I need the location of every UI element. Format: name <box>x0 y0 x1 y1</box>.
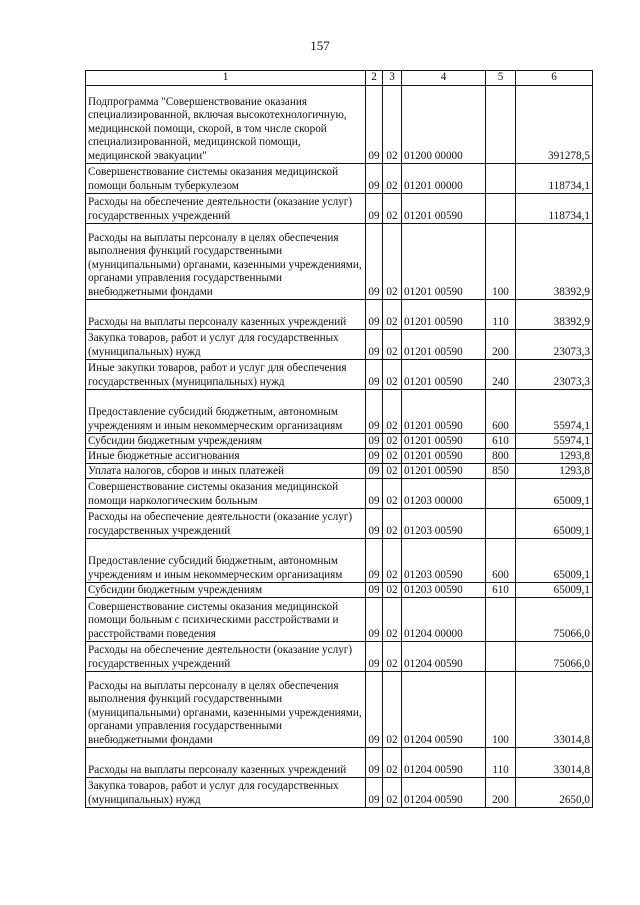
row-name: Иные закупки товаров, работ и услуг для обеспечения государственных (муниципальных) нужд <box>86 360 366 390</box>
expense-type-code: 610 <box>486 583 516 598</box>
row-name: Расходы на выплаты персоналу в целях обеспечения выполнения функций государственными (муниципальными) органами, казенными учреждениями, органами управления государственными внебюджетными фондами <box>86 672 366 748</box>
target-article-code: 01203 00590 <box>402 583 486 598</box>
expense-type-code: 200 <box>486 778 516 808</box>
row-name: Расходы на выплаты персоналу в целях обеспечения выполнения функций государственными (муниципальными) органами, казенными учреждениями, органами управления государственными внебюджетными фондами <box>86 224 366 300</box>
budget-table <box>85 70 593 808</box>
table-row <box>86 479 593 509</box>
table-row <box>86 449 593 464</box>
subsection-code: 02 <box>383 464 402 479</box>
section-code: 09 <box>366 164 383 194</box>
section-code: 09 <box>366 390 383 434</box>
expense-type-code: 600 <box>486 390 516 434</box>
subsection-code: 02 <box>383 164 402 194</box>
subsection-code: 02 <box>383 86 402 164</box>
section-code: 09 <box>366 598 383 642</box>
table-row <box>86 642 593 672</box>
amount: 55974,1 <box>516 390 593 434</box>
row-name: Закупка товаров, работ и услуг для государственных (муниципальных) нужд <box>86 330 366 360</box>
section-code: 09 <box>366 434 383 449</box>
subsection-code: 02 <box>383 449 402 464</box>
amount: 38392,9 <box>516 300 593 330</box>
table-row <box>86 464 593 479</box>
target-article-code: 01201 00590 <box>402 360 486 390</box>
target-article-code: 01204 00000 <box>402 598 486 642</box>
table-row <box>86 390 593 434</box>
amount: 75066,0 <box>516 642 593 672</box>
subsection-code: 02 <box>383 479 402 509</box>
section-code: 09 <box>366 642 383 672</box>
amount: 65009,1 <box>516 539 593 583</box>
section-code: 09 <box>366 672 383 748</box>
row-name: Уплата налогов, сборов и иных платежей <box>86 464 366 479</box>
amount: 391278,5 <box>516 86 593 164</box>
row-name: Совершенствование системы оказания медицинской помощи больным туберкулезом <box>86 164 366 194</box>
expense-type-code: 100 <box>486 224 516 300</box>
subsection-code: 02 <box>383 300 402 330</box>
subsection-code: 02 <box>383 748 402 778</box>
target-article-code: 01201 00590 <box>402 194 486 224</box>
amount: 118734,1 <box>516 194 593 224</box>
section-code: 09 <box>366 748 383 778</box>
subsection-code: 02 <box>383 672 402 748</box>
column-header: 1 <box>86 71 366 86</box>
section-code: 09 <box>366 86 383 164</box>
table-row <box>86 748 593 778</box>
table-row <box>86 778 593 808</box>
amount: 33014,8 <box>516 672 593 748</box>
row-name: Совершенствование системы оказания медицинской помощи наркологическим больным <box>86 479 366 509</box>
amount: 2650,0 <box>516 778 593 808</box>
row-name: Расходы на обеспечение деятельности (оказание услуг) государственных учреждений <box>86 642 366 672</box>
expense-type-code: 200 <box>486 330 516 360</box>
subsection-code: 02 <box>383 509 402 539</box>
table-row <box>86 583 593 598</box>
target-article-code: 01201 00590 <box>402 330 486 360</box>
row-name: Расходы на выплаты персоналу казенных учреждений <box>86 300 366 330</box>
table-row <box>86 330 593 360</box>
amount: 65009,1 <box>516 583 593 598</box>
row-name: Субсидии бюджетным учреждениям <box>86 583 366 598</box>
amount: 75066,0 <box>516 598 593 642</box>
row-name: Подпрограмма "Совершенствование оказания специализированной, включая высокотехнологичную, медицинской помощи, скорой, в том числе скорой специализированной, медицинской помощи, медицинской эвакуации" <box>86 86 366 164</box>
target-article-code: 01204 00590 <box>402 778 486 808</box>
amount: 65009,1 <box>516 479 593 509</box>
subsection-code: 02 <box>383 360 402 390</box>
subsection-code: 02 <box>383 642 402 672</box>
subsection-code: 02 <box>383 778 402 808</box>
amount: 33014,8 <box>516 748 593 778</box>
expense-type-code: 110 <box>486 300 516 330</box>
section-code: 09 <box>366 300 383 330</box>
expense-type-code: 850 <box>486 464 516 479</box>
section-code: 09 <box>366 449 383 464</box>
expense-type-code <box>486 642 516 672</box>
target-article-code: 01204 00590 <box>402 672 486 748</box>
table-row <box>86 300 593 330</box>
section-code: 09 <box>366 479 383 509</box>
amount: 65009,1 <box>516 509 593 539</box>
column-header: 2 <box>366 71 383 86</box>
row-name: Совершенствование системы оказания медицинской помощи больным с психическими расстройствами и расстройствами поведения <box>86 598 366 642</box>
budget-table-body <box>86 71 593 808</box>
amount: 38392,9 <box>516 224 593 300</box>
amount: 1293,8 <box>516 464 593 479</box>
amount: 23073,3 <box>516 360 593 390</box>
section-code: 09 <box>366 330 383 360</box>
target-article-code: 01201 00590 <box>402 449 486 464</box>
target-article-code: 01201 00590 <box>402 390 486 434</box>
expense-type-code: 110 <box>486 748 516 778</box>
target-article-code: 01201 00590 <box>402 434 486 449</box>
subsection-code: 02 <box>383 434 402 449</box>
target-article-code: 01201 00590 <box>402 464 486 479</box>
expense-type-code: 600 <box>486 539 516 583</box>
amount: 55974,1 <box>516 434 593 449</box>
section-code: 09 <box>366 509 383 539</box>
column-header: 4 <box>402 71 486 86</box>
expense-type-code: 240 <box>486 360 516 390</box>
subsection-code: 02 <box>383 330 402 360</box>
row-name: Расходы на выплаты персоналу казенных учреждений <box>86 748 366 778</box>
expense-type-code: 610 <box>486 434 516 449</box>
expense-type-code <box>486 509 516 539</box>
page-number: 157 <box>310 38 330 53</box>
target-article-code: 01201 00000 <box>402 164 486 194</box>
subsection-code: 02 <box>383 194 402 224</box>
row-name: Расходы на обеспечение деятельности (оказание услуг) государственных учреждений <box>86 509 366 539</box>
table-row <box>86 86 593 164</box>
target-article-code: 01201 00590 <box>402 300 486 330</box>
target-article-code: 01203 00000 <box>402 479 486 509</box>
subsection-code: 02 <box>383 539 402 583</box>
column-number-row <box>86 71 593 86</box>
target-article-code: 01201 00590 <box>402 224 486 300</box>
expense-type-code <box>486 479 516 509</box>
section-code: 09 <box>366 464 383 479</box>
table-row <box>86 224 593 300</box>
table-row <box>86 598 593 642</box>
table-row <box>86 509 593 539</box>
amount: 1293,8 <box>516 449 593 464</box>
amount: 23073,3 <box>516 330 593 360</box>
row-name: Закупка товаров, работ и услуг для государственных (муниципальных) нужд <box>86 778 366 808</box>
subsection-code: 02 <box>383 224 402 300</box>
section-code: 09 <box>366 539 383 583</box>
expense-type-code <box>486 86 516 164</box>
row-name: Предоставление субсидий бюджетным, автономным учреждениям и иным некоммерческим организациям <box>86 390 366 434</box>
table-row <box>86 434 593 449</box>
column-header: 6 <box>516 71 593 86</box>
expense-type-code <box>486 194 516 224</box>
expense-type-code: 100 <box>486 672 516 748</box>
section-code: 09 <box>366 583 383 598</box>
target-article-code: 01203 00590 <box>402 509 486 539</box>
target-article-code: 01204 00590 <box>402 748 486 778</box>
row-name: Предоставление субсидий бюджетным, автономным учреждениям и иным некоммерческим организациям <box>86 539 366 583</box>
amount: 118734,1 <box>516 164 593 194</box>
table-row <box>86 164 593 194</box>
subsection-code: 02 <box>383 390 402 434</box>
target-article-code: 01204 00590 <box>402 642 486 672</box>
column-header: 3 <box>383 71 402 86</box>
subsection-code: 02 <box>383 583 402 598</box>
table-row <box>86 360 593 390</box>
row-name: Иные бюджетные ассигнования <box>86 449 366 464</box>
section-code: 09 <box>366 194 383 224</box>
column-header: 5 <box>486 71 516 86</box>
target-article-code: 01203 00590 <box>402 539 486 583</box>
expense-type-code <box>486 598 516 642</box>
subsection-code: 02 <box>383 598 402 642</box>
section-code: 09 <box>366 360 383 390</box>
row-name: Расходы на обеспечение деятельности (оказание услуг) государственных учреждений <box>86 194 366 224</box>
expense-type-code <box>486 164 516 194</box>
row-name: Субсидии бюджетным учреждениям <box>86 434 366 449</box>
table-row <box>86 672 593 748</box>
table-row <box>86 539 593 583</box>
expense-type-code: 800 <box>486 449 516 464</box>
target-article-code: 01200 00000 <box>402 86 486 164</box>
table-row <box>86 194 593 224</box>
section-code: 09 <box>366 778 383 808</box>
section-code: 09 <box>366 224 383 300</box>
